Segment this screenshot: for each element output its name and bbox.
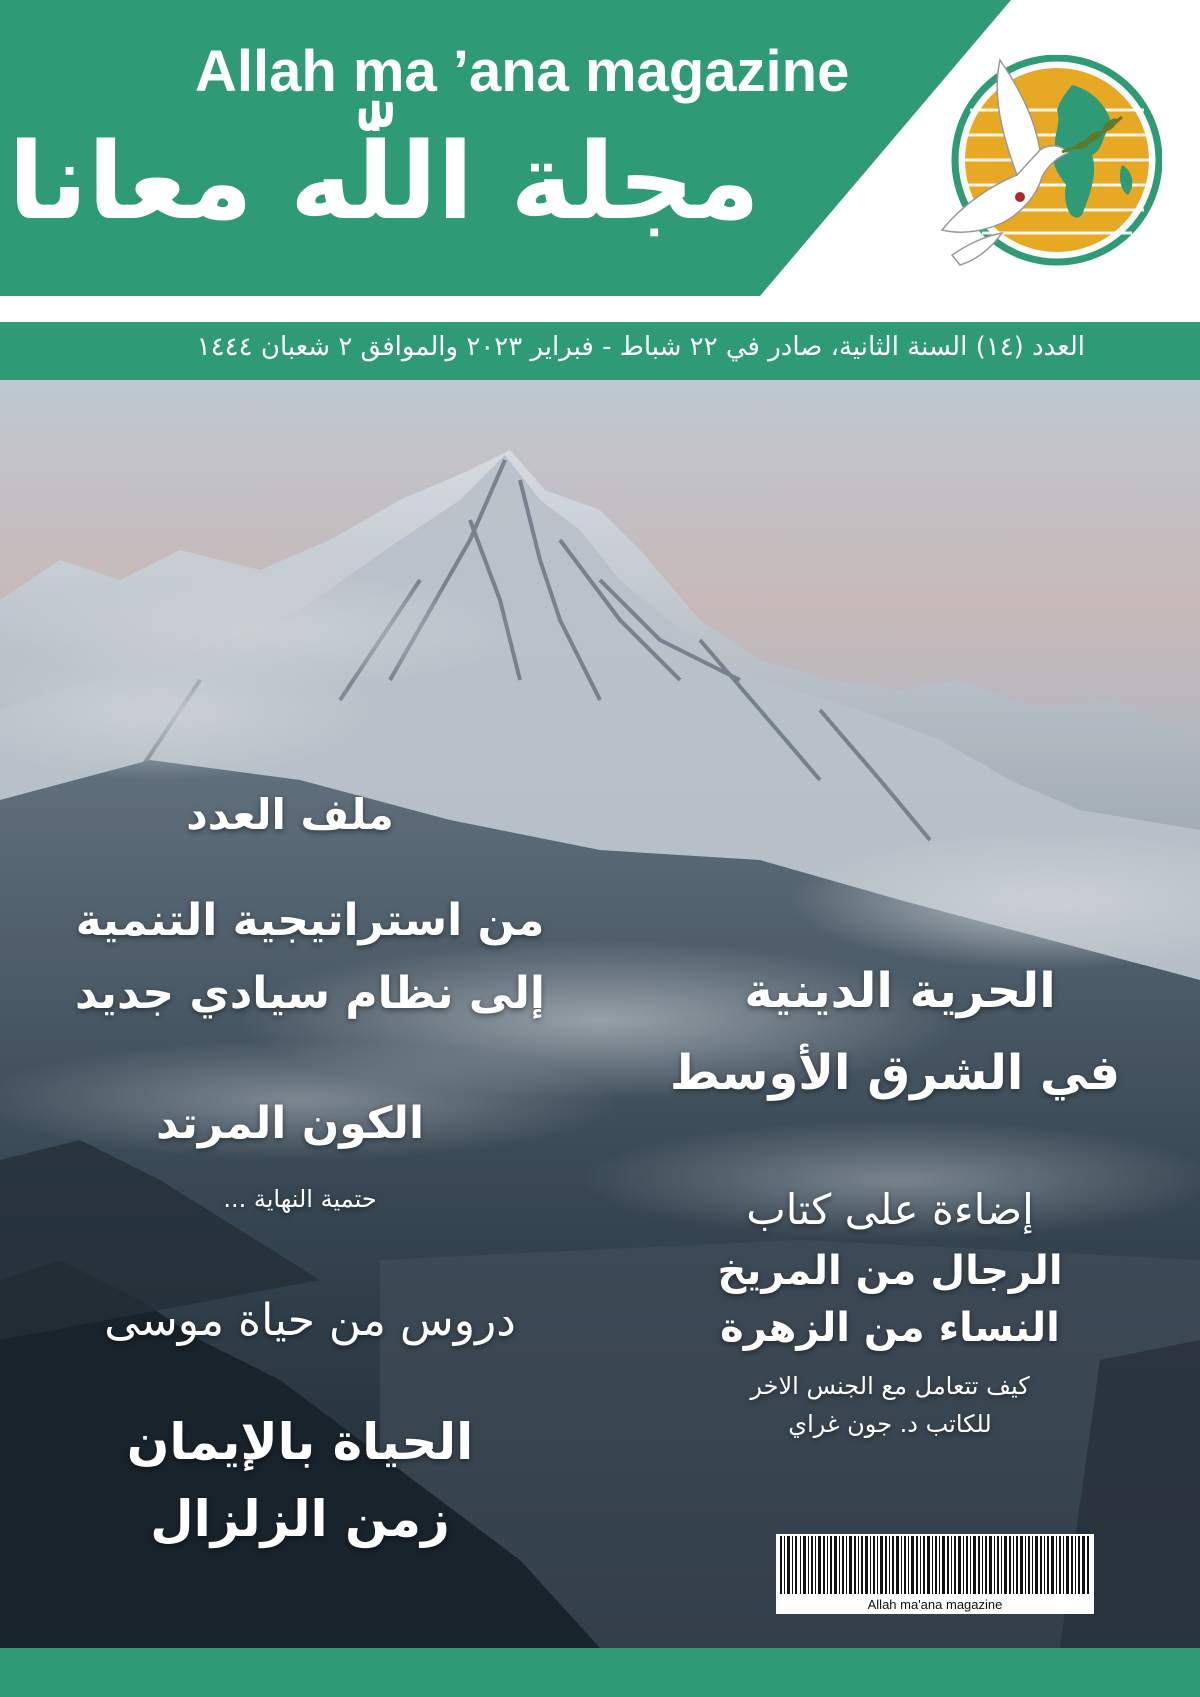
book-subtitle-line2: للكاتب د. جون غراي [788,1410,992,1438]
book-intro: إضاءة على كتاب [746,1185,1034,1234]
feature-title-line1: من استراتيجية التنمية [75,895,545,946]
freedom-title-line2: في الشرق الأوسط [669,1045,1120,1101]
book-subtitle-line1: كيف تتعامل مع الجنس الاخر [750,1372,1030,1400]
feature-title-line2: إلى نظام سيادي جديد [75,968,545,1019]
barcode-icon [776,1534,1094,1596]
faith-title-line1: الحياة بالإيمان [126,1413,474,1471]
faith-title-line2: زمن الزلزال [150,1490,450,1548]
magazine-title-english: Allah ma ’ana magazine [195,39,850,104]
barcode-caption: Allah ma'ana magazine [867,1597,1003,1612]
issue-info-text: العدد (١٤) السنة الثانية، صادر في ٢٢ شباط - فبراير ٢٠٢٣ والموافق ٢ شعبان ١٤٤٤ [196,332,1085,362]
issue-info-bar [0,322,1200,380]
freedom-title-line1: الحرية الدينية [744,963,1056,1019]
masthead [0,0,1200,322]
barcode [776,1534,1094,1614]
dove-globe-icon [922,55,1162,285]
dove-globe-logo [922,55,1162,285]
universe-subtitle: حتمية النهاية ... [223,1185,377,1213]
magazine-title-arabic: مجلة اللّٰه معانا [8,120,760,243]
moses-title: دروس من حياة موسى [104,1295,516,1346]
book-title-line2: النساء من الزهرة [720,1305,1060,1351]
footer-band [0,1648,1200,1697]
feature-label: ملف العدد [186,790,394,839]
book-title-line1: الرجال من المريخ [717,1248,1063,1294]
universe-title: الكون المرتد [155,1098,425,1149]
